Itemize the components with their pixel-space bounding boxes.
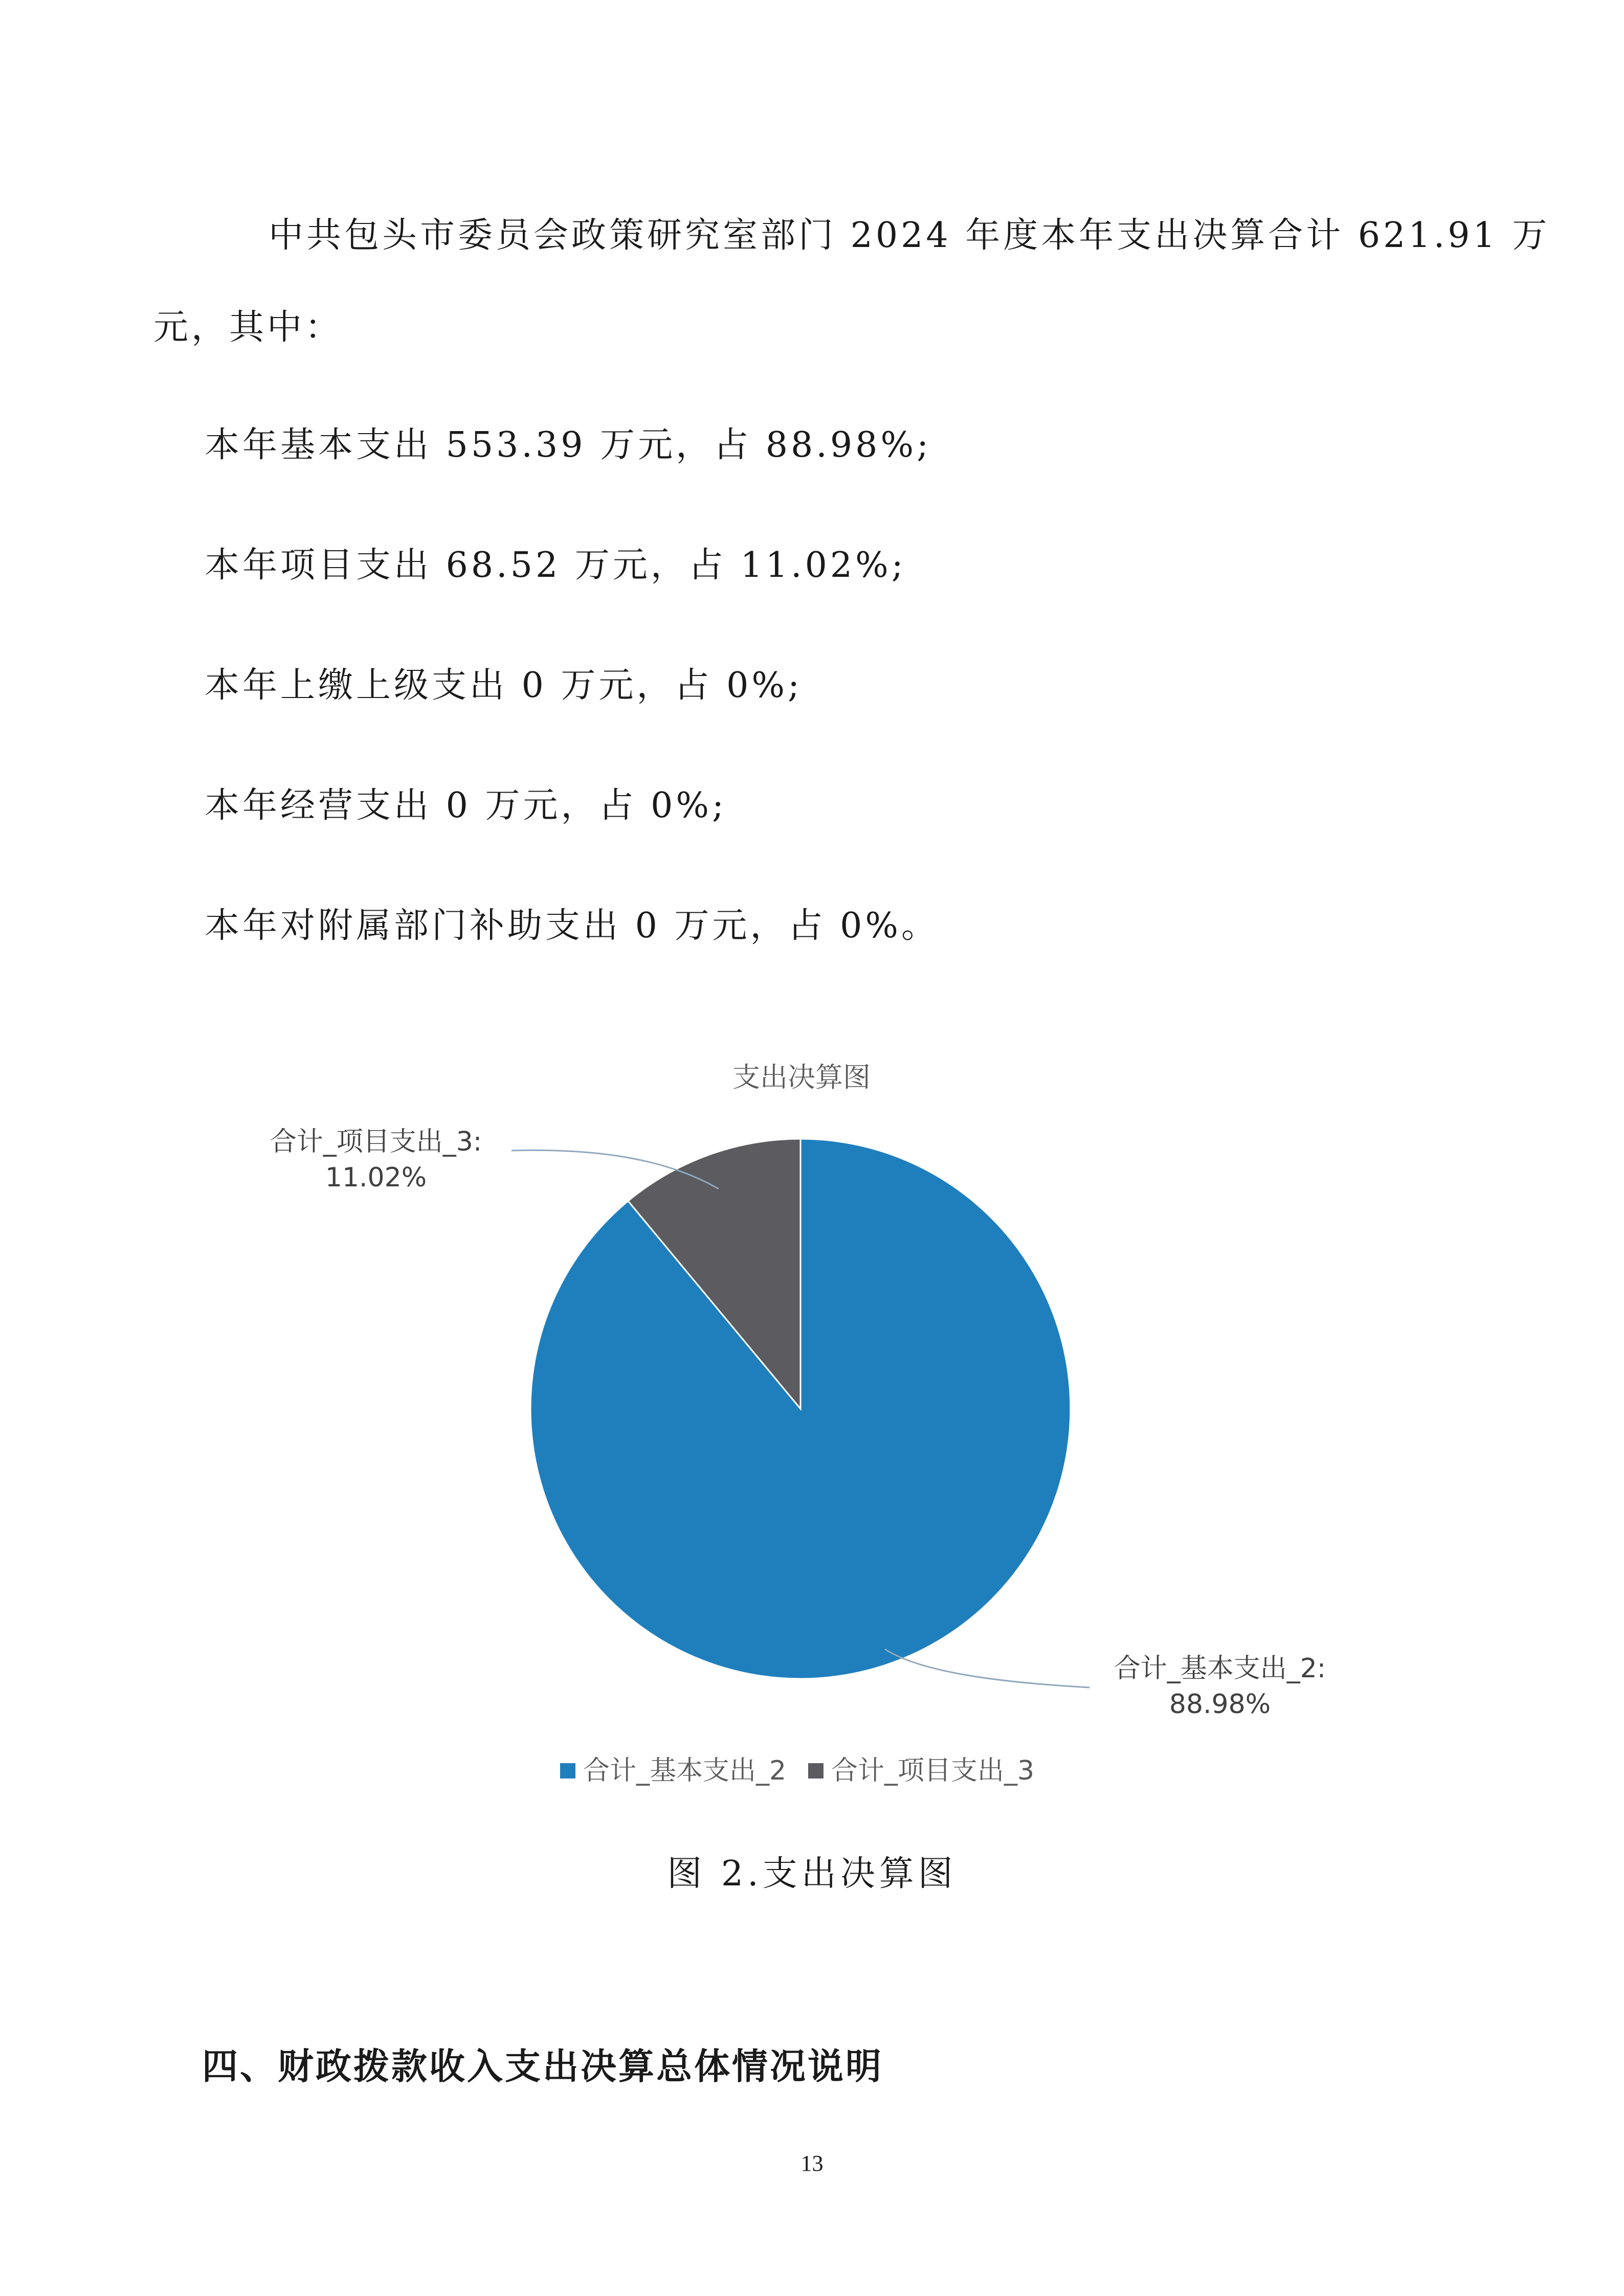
leader-line-basic	[885, 1649, 1089, 1687]
label-project-pct: 11.02%	[325, 1162, 427, 1193]
intro-line-2: 元，其中：	[153, 307, 343, 348]
label-project-name: 合计_项目支出_3:	[270, 1127, 482, 1157]
legend-label-project: 合计_项目支出_3	[831, 1755, 1035, 1786]
item-upper-level-expenditure: 本年上缴上级支出 0 万元，占 0%;	[205, 665, 803, 706]
legend-swatch-basic	[560, 1763, 575, 1779]
chart-title: 支出决算图	[732, 1061, 871, 1093]
page-number: 13	[800, 2151, 824, 2176]
intro-line-1: 中共包头市委员会政策研究室部门 2024 年度本年支出决算合计 621.91 万	[269, 215, 1550, 256]
item-business-expenditure: 本年经营支出 0 万元，占 0%;	[205, 785, 727, 826]
item-project-expenditure: 本年项目支出 68.52 万元，占 11.02%;	[205, 545, 906, 586]
figure-caption: 图 2.支出决算图	[667, 1854, 957, 1894]
label-basic-name: 合计_基本支出_2:	[1114, 1653, 1326, 1684]
item-basic-expenditure: 本年基本支出 553.39 万元，占 88.98%;	[205, 425, 931, 465]
label-basic-pct: 88.98%	[1169, 1689, 1271, 1720]
pie-slices	[530, 1139, 1071, 1679]
section-heading: 四、财政拨款收入支出决算总体情况说明	[202, 2045, 883, 2087]
legend-label-basic: 合计_基本支出_2	[583, 1755, 787, 1786]
legend-swatch-project	[808, 1763, 824, 1779]
item-subsidiary-expenditure: 本年对附属部门补助支出 0 万元，占 0%。	[205, 906, 939, 946]
expenditure-pie-chart	[0, 1043, 1624, 1841]
